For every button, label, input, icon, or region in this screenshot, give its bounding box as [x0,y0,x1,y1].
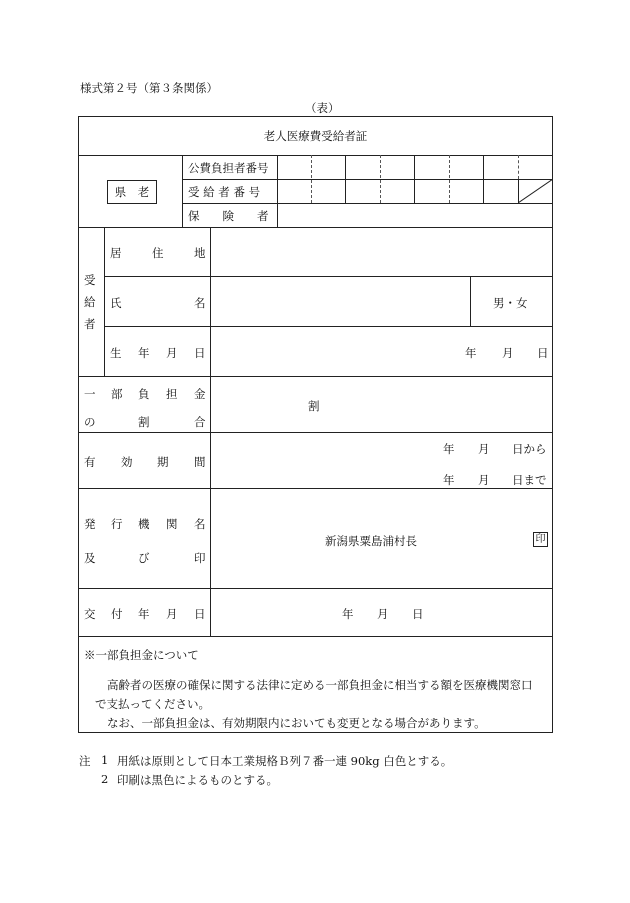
birth-date-char: 年 [465,346,477,360]
seal-mark: 印 [533,532,548,547]
copayment-ratio-unit: 割 [308,399,320,413]
note-text: 印刷は黒色によるものとする。 [117,773,278,787]
validity-to-char: 月 [478,473,490,487]
card-title: 老人医療費受給者証 [263,129,368,143]
issue-date-label-char: 月 [166,607,178,621]
birth-label-char: 生 [110,346,122,360]
copayment-label-char: 合 [194,415,206,429]
validity-from-char: 日から [512,442,547,456]
birth-date-char: 日 [537,346,549,360]
name-label-char: 名 [194,296,206,310]
validity-label-char: 期 [157,455,169,469]
recipient-section-char: 受 [84,273,96,287]
issuer-label-char: び [138,551,150,565]
issue-date-label-char: 付 [111,607,123,621]
issuer-label-char: 機 [138,517,150,531]
issue-date-label-char: 年 [138,607,150,621]
address-label-char: 地 [194,246,206,260]
copayment-label-char: の [84,415,96,429]
validity-label-char: 有 [84,455,96,469]
birth-date-char: 月 [502,346,514,360]
copayment-label-char: 負 [138,387,150,401]
note-text: 用紙は原則として日本工業規格Ｂ列７番一連 90kg 白色とする。 [117,754,453,768]
side-label: （表） [305,101,340,115]
prefecture-box: 県 老 [107,180,157,204]
issue-date-label-char: 交 [84,607,96,621]
validity-label-char: 間 [194,455,206,469]
validity-to-char: 日まで [512,473,547,487]
recipient-section-char: 者 [84,317,96,331]
birth-label-char: 年 [138,346,150,360]
copayment-label-char: 一 [84,387,96,401]
issuer-label-char: 及 [84,551,96,565]
form-number: 様式第２号（第３条関係） [80,81,218,95]
copayment-label-char: 金 [194,387,206,401]
note-number: 2 [101,772,109,786]
public-payer-number-label: 公費負担者番号 [188,161,269,175]
birth-label-char: 月 [166,346,178,360]
gender-options: 男・女 [493,296,528,310]
issuer-name: 新潟県粟島浦村長 [325,534,417,548]
notice-line: で支払ってください。 [95,697,210,711]
issue-date-label-char: 日 [194,607,206,621]
notes-label: 注 [79,754,91,768]
issuer-label-char: 印 [194,551,206,565]
copayment-label-char: 部 [111,387,123,401]
issue-date-char: 日 [412,607,424,621]
issuer-label-char: 名 [194,517,206,531]
insurer-label: 保 険 者 [188,209,269,223]
recipient-section-char: 給 [84,295,96,309]
issue-date-char: 年 [342,607,354,621]
notice-heading: ※一部負担金について [84,648,199,662]
address-label-char: 居 [110,246,122,260]
validity-to-char: 年 [443,473,455,487]
validity-label-char: 効 [121,455,133,469]
validity-from-char: 月 [478,442,490,456]
recipient-number-label: 受 給 者 番 号 [188,185,261,199]
note-number: 1 [101,753,109,767]
copayment-label-char: 割 [138,415,150,429]
issue-date-char: 月 [377,607,389,621]
copayment-label-char: 担 [166,387,178,401]
issuer-label-char: 行 [111,517,123,531]
validity-from-char: 年 [443,442,455,456]
birth-label-char: 日 [194,346,206,360]
notice-line: なお、一部負担金は、有効期限内においても変更となる場合があります。 [107,716,486,730]
name-label-char: 氏 [110,296,122,310]
address-label-char: 住 [152,246,164,260]
notice-line: 高齢者の医療の確保に関する法律に定める一部負担金に相当する額を医療機関窓口 [107,678,533,692]
issuer-label-char: 関 [166,517,178,531]
issuer-label-char: 発 [84,517,96,531]
diagonal-strike [518,179,553,203]
